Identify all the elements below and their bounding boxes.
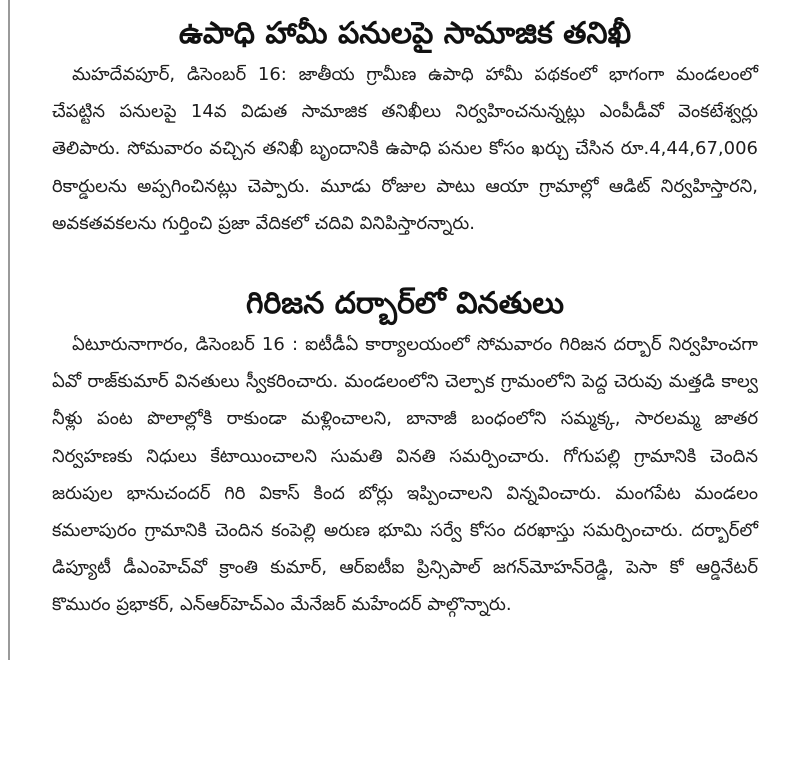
article-social-audit (52, 12, 758, 242)
article-body: మహదేవపూర్, డిసెంబర్ 16: జాతీయ గ్రామీణ ఉపాధి హామీ పథకంలో భాగంగా మండలంలో చేపట్టిన పనులపై 14వ విడుత సామాజిక తనిఖీలు నిర్వహించనున్నట్లు ఎంపీడీవో వెంకటేశ్వర్లు తెలిపారు. సోమవారం వచ్చిన తనిఖీ బృందానికి ఉపాధి పనుల కోసం ఖర్చు చేసిన రూ.4,44,67,006 రికార్డులను అప్పగించినట్లు చెప్పారు. మూడు రోజుల పాటు ఆయా గ్రామాల్లో ఆడిట్ నిర్వహిస్తారని, అవకతవకలను గుర్తించి ప్రజా వేదికలో చదివి వినిపిస్తారన్నారు. (52, 64, 758, 234)
article-body: ఏటూరునాగారం, డిసెంబర్ 16 : ఐటీడీఏ కార్యాలయంలో సోమవారం గిరిజన దర్బార్ నిర్వహించగా ఏవో రాజ్‌కుమార్ వినతులు స్వీకరించారు. మండలంలోని చెల్పాక గ్రామంలోని పెద్ద చెరువు మత్తడి కాల్వ నీళ్లు పంట పొలాల్లోకి రాకుండా మళ్లించాలని, బానాజీ బంధంలోని సమ్మక్క, సారలమ్మ జాతర నిర్వహణకు నిధులు కేటాయించాలని సుమతి వినతి సమర్పించారు. గోగుపల్లి గ్రామానికి చెందిన జరుపుల భానుచందర్ గిరి వికాస్ కింద బోర్లు ఇప్పించాలని విన్నవించారు. మంగపేట మండలం కమలాపురం గ్రామానికి చెందిన కంపెల్లి అరుణ భూమి సర్వే కోసం దరఖాస్తు సమర్పించారు. దర్బార్‌లో డిప్యూటీ డీఎంహెచ్‌వో క్రాంతి కుమార్, ఆర్ఐటీఐ ప్రిన్సిపాల్ జగన్‌మోహన్‌రెడ్డి, పెసా కో ఆర్డినేటర్ కొమురం ప్రభాకర్, ఎన్ఆర్‌హెచ్ఎం మేనేజర్ మహేందర్ పాల్గొన్నారు. (52, 334, 758, 616)
article-tribal-darbar (52, 282, 758, 624)
cut-off-previous-line (40, 0, 760, 6)
column-rule (8, 0, 10, 660)
article-headline: గిరిజన దర్బార్‌లో వినతులు (246, 286, 564, 321)
article-headline: ఉపాధి హామీ పనులపై సామాజిక తనిఖీ (178, 16, 632, 51)
